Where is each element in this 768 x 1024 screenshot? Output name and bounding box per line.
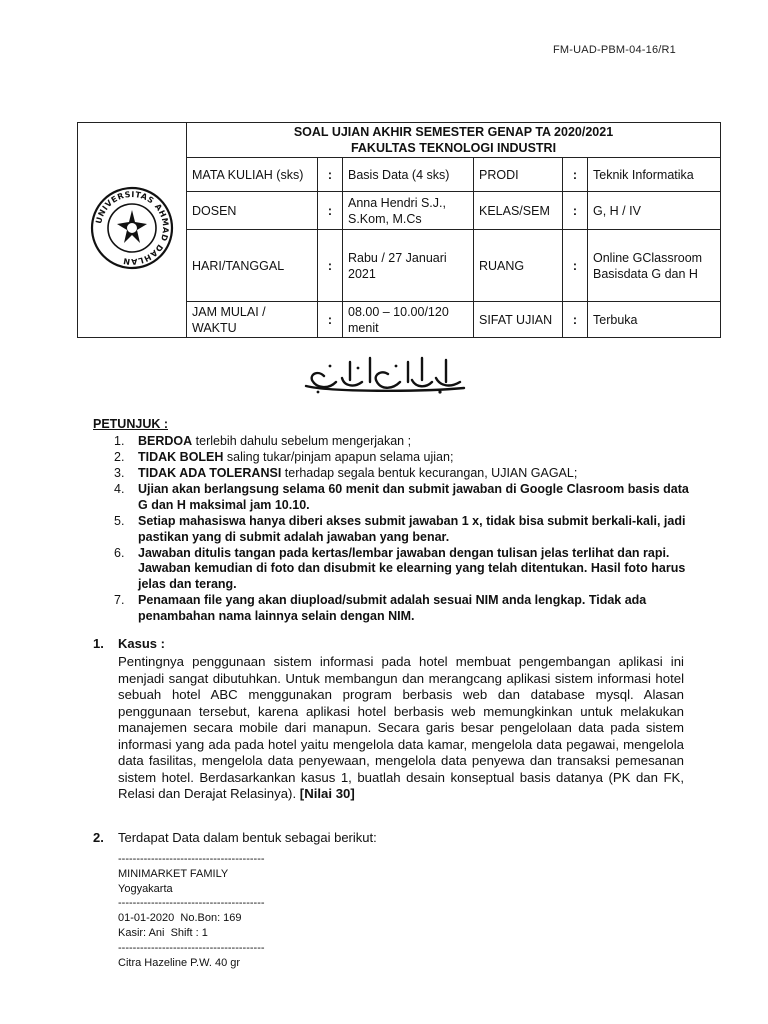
- list-item: 7. Penamaan file yang akan diupload/submit adalah sesuai NIM anda lengkap. Tidak ada penambahan nama lainnya selain dengan NIM.: [114, 592, 647, 623]
- label-time: JAM MULAI / WAKTU: [187, 302, 318, 338]
- value-prodi: Teknik Informatika: [588, 158, 721, 192]
- header-row-course: MATA KULIAH (sks) : Basis Data (4 sks) PRODI : Teknik Informatika: [78, 158, 721, 192]
- list-item: 3. TIDAK ADA TOLERANSI terhadap segala bentuk kecurangan, UJIAN GAGAL;: [114, 466, 578, 481]
- receipt-line: Citra Hazeline P.W. 40 gr: [118, 956, 241, 969]
- label-class: KELAS/SEM: [474, 192, 563, 230]
- receipt-line: ----------------------------------------: [118, 941, 265, 954]
- receipt-line: MINIMARKET FAMILY: [118, 867, 229, 880]
- header-row-time: JAM MULAI / WAKTU : 08.00 – 10.00/120 menit SIFAT UJIAN : Terbuka: [78, 302, 721, 338]
- label-exam-type: SIFAT UJIAN: [474, 302, 563, 338]
- receipt-line: ----------------------------------------: [118, 853, 265, 865]
- list-item: 6. Jawaban ditulis tangan pada kertas/lembar jawaban dengan tulisan jelas terlihat dan rapi. Jawaban kemudian di foto dan disubmit ke elearning yang telah ditentukan. Hasil foto harus jelas dan terang.: [114, 545, 686, 591]
- receipt-line: ----------------------------------------: [118, 897, 265, 910]
- question-1-heading: Kasus :: [118, 636, 165, 651]
- value-room: Online GClassroom Basisdata G dan H: [588, 230, 721, 302]
- value-course: Basis Data (4 sks): [343, 158, 474, 192]
- bismillah-calligraphy-icon: [300, 352, 468, 396]
- logo-text: UNIVERSITAS AHMAD DAHLAN: [94, 189, 171, 267]
- header-row-date: HARI/TANGGAL : Rabu / 27 Januari 2021 RUANG : Online GClassroom Basisdata G dan H: [78, 230, 721, 302]
- list-item: 4. Ujian akan berlangsung selama 60 menit dan submit jawaban di Google Clasroom basis data G dan H maksimal jam 10.10.: [114, 482, 689, 512]
- value-exam-type: Terbuka: [588, 302, 721, 338]
- label-room: RUANG: [474, 230, 563, 302]
- question-1-body: Pentingnya penggunaan sistem informasi pada hotel membuat pengembangan aplikasi ini menjadi sangat dibutuhkan. Untuk membangun dan merangcang aplikasi sistem informasi hotel sebuah hotel ABC menggunakan program berbasis web dan database mysql. Alasan penggunaan tersebut, karena aplikasi hotel berbasis web memungkinkan untuk melakukan manajemen secara mobile dari manapun. Secara garis besar pengelolaan data pada sistem informasi yang ada pada hotel yaitu mengelola data kamar, mengelola data pegawai, mengelola data fasilitas, mengelola data penyewaan, mengelola data penyewa dan transaksi pemesanan sistem hotel. Berdasarkankan kasus 1, buatlah desain konseptual basis datanya (PK dan FK, Relasi dan Derajat Relasinya). [Nilai 30]: [118, 654, 684, 801]
- form-code: FM-UAD-PBM-04-16/R1: [553, 44, 676, 56]
- list-item: 5. Setiap mahasiswa hanya diberi akses submit jawaban 1 x, tidak bisa submit berkali-kali, jadi pastikan yang di submit adalah jawaban yang benar.: [114, 513, 686, 544]
- exam-title: SOAL UJIAN AKHIR SEMESTER GENAP TA 2020/2021: [293, 125, 614, 139]
- receipt-sample: [118, 852, 265, 970]
- value-class: G, H / IV: [588, 192, 721, 230]
- exam-header-table: [77, 122, 721, 338]
- university-logo-icon: [90, 186, 174, 270]
- label-prodi: PRODI: [474, 158, 563, 192]
- instructions-list: [93, 434, 693, 625]
- list-item: 2. TIDAK BOLEH saling tukar/pinjam apapun selama ujian;: [114, 450, 454, 465]
- receipt-line: Kasir: Ani Shift : 1: [118, 926, 208, 939]
- question-2-heading: Terdapat Data dalam bentuk sebagai berikut:: [118, 830, 377, 845]
- value-time: 08.00 – 10.00/120 menit: [343, 302, 474, 338]
- list-item: 1. BERDOA terlebih dahulu sebelum mengerjakan ;: [114, 434, 412, 448]
- header-row-lecturer: DOSEN : Anna Hendri S.J., S.Kom, M.Cs KELAS/SEM : G, H / IV: [78, 192, 721, 230]
- instructions-title: PETUNJUK :: [93, 417, 169, 431]
- faculty-title: FAKULTAS TEKNOLOGI INDUSTRI: [350, 141, 557, 155]
- question-1-number: 1.: [93, 636, 104, 651]
- value-date: Rabu / 27 Januari 2021: [343, 230, 474, 302]
- label-course: MATA KULIAH (sks): [187, 158, 318, 192]
- exam-title-cell: [187, 123, 721, 158]
- question-1-score: [Nilai 30]: [299, 786, 355, 801]
- value-lecturer: Anna Hendri S.J., S.Kom, M.Cs: [343, 192, 474, 230]
- receipt-line: Yogyakarta: [118, 882, 173, 895]
- receipt-line: 01-01-2020 No.Bon: 169: [118, 912, 242, 925]
- label-lecturer: DOSEN: [187, 192, 318, 230]
- university-logo-cell: [78, 123, 187, 338]
- label-date: HARI/TANGGAL: [187, 230, 318, 302]
- question-2-number: 2.: [93, 830, 104, 845]
